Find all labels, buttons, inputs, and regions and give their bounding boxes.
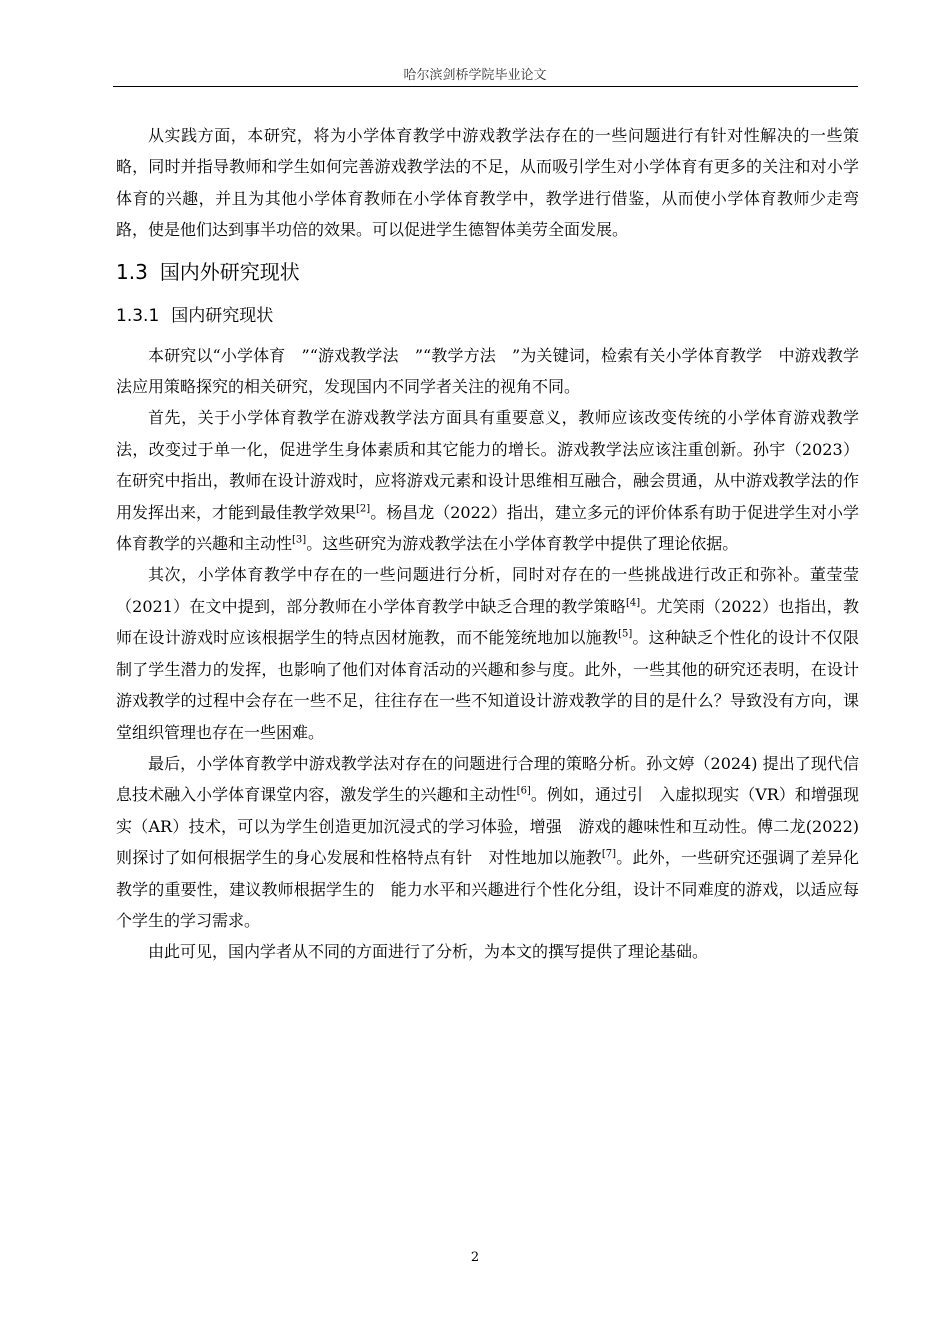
running-header: 哈尔滨剑桥学院毕业论文 [403,68,547,83]
page-number: 2 [470,1250,480,1265]
text-segment: 其次，小学体育教学中存在的一些问题进行分析，同时对存在的一些挑战进行改正和弥补。董莹莹（2021）在文中提到，部分教师在小学体育教学中缺乏合理的教学策略 [116,565,859,616]
section-heading-1-3-1 [116,296,859,336]
text-segment: 。杨昌龙（2022）指出，建立多元的评价体系有助于促进学生对小学体育教学的兴趣和主动性 [116,502,859,554]
section-title: 国内外研究现状 [159,259,300,284]
header-rule [113,86,858,87]
paragraph-keywords: 本研究以“小学体育 ”“游戏教学法 ”“教学方法 ”为关键词，检索有关小学体育教学 中游戏教学法应用策略探究的相关研究，发现国内不同学者关注的视角不同。 [116,345,859,397]
paragraph-last [116,748,859,936]
paragraph-practice: 从实践方面，本研究，将为小学体育教学中游戏教学法存在的一些问题进行有针对性解决的一些策略，同时并指导教师和学生如何完善游戏教学法的不足，从而吸引学生对小学体育有更多的关注和对小学体育的兴趣，并且为其他小学体育教师在小学体育教学中，教学进行借鉴，从而使小学体育教师少走弯路，使是他们达到事半功倍的效果。可以促进学生德智体美劳全面发展。 [116,126,859,240]
citation: [2] [356,503,371,515]
citation: [7] [601,848,617,860]
paragraph-conclusion: 由此可见，国内学者从不同的方面进行了分析，为本文的撰写提供了理论基础。 [148,942,709,962]
text-segment: 。尤笑雨（2022）也指出，教师在设计游戏时应该根据学生的特点因材施教，而不能笼统地加以施教 [116,596,859,648]
body-content [116,120,859,968]
citation: [4] [625,597,641,609]
citation: [5] [618,628,633,640]
paragraph-second [116,559,859,747]
text-segment: 首先，关于小学体育教学在游戏教学法方面具有重要意义，教师应该改变传统的小学体育游戏教学法，改变过于单一化，促进学生身体素质和其它能力的增长。游戏教学法应该注重创新。孙宇（2023）在研究中指出，教师在设计游戏时，应将游戏元素和设计思维相互融合，融会贯通，从中游戏教学法的作用发挥出来，才能到最佳教学效果 [116,408,859,522]
section-number: 1.3 [116,259,148,284]
text-segment: 。这种缺乏个性化的设计不仅限制了学生潜力的发挥，也影响了他们对体育活动的兴趣和参与度。此外，一些其他的研究还表明，在设计游戏教学的过程中会存在一些不足，往往存在一些不知道设计游戏教学的目的是什么？导致没有方向，课堂组织管理也存在一些困难。 [116,628,859,742]
section-heading-1-3 [116,250,859,294]
text-segment: 。这些研究为游戏教学法在小学体育教学中提供了理论依据。 [306,534,739,554]
citation: [6] [516,785,531,797]
paragraph-first [116,402,859,559]
text-segment: 。此外，一些研究还强调了差异化教学的重要性，建议教师根据学生的 能力水平和兴趣进行个性化分组，设计不同难度的游戏，以适应每个学生的学习需求。 [116,848,859,930]
citation: [3] [292,534,307,546]
subsection-number: 1.3.1 [116,305,160,326]
subsection-title: 国内研究现状 [171,305,274,326]
text-segment: 最后，小学体育教学中游戏教学法对存在的问题进行合理的策略分析。孙文婷（2024) 提出了现代信息技术融入小学体育课堂内容，激发学生的兴趣和主动性 [116,753,859,805]
text-segment: 。例如，通过引 入虚拟现实（VR）和增强现实（AR）技术，可以为学生创造更加沉浸式的学习体验，增强 游戏的趣味性和互动性。傅二龙(2022)则探讨了如何根据学生的身心发展和性格特点有针 对性地加以施教 [116,785,859,868]
